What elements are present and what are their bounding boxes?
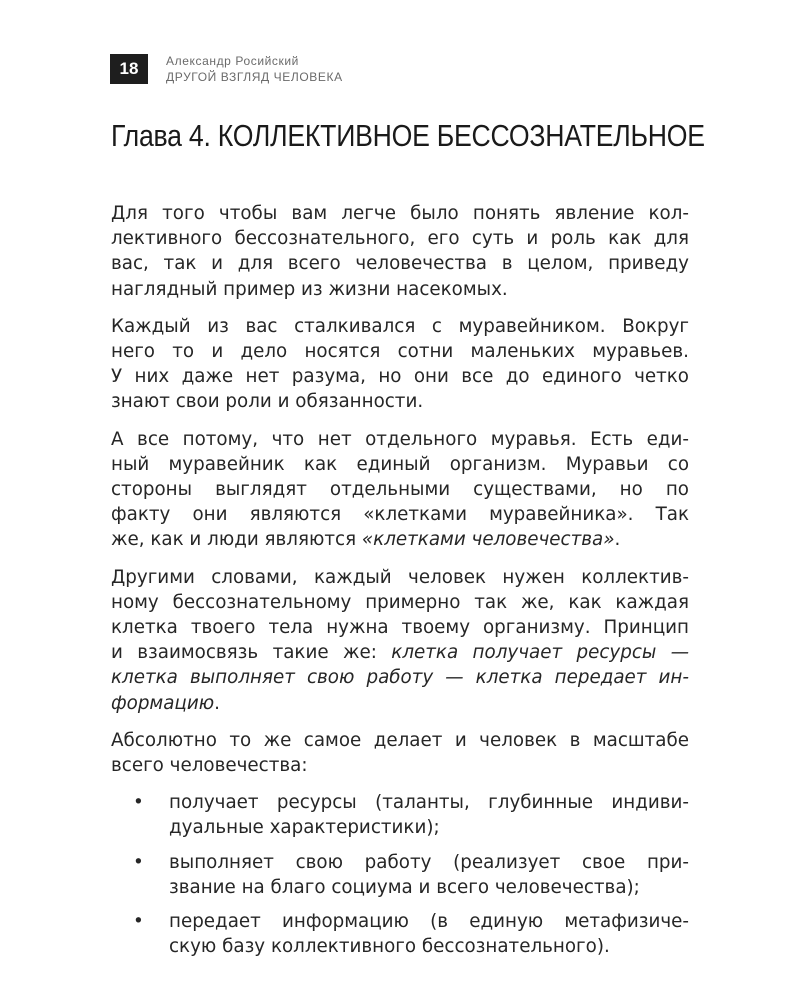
text-line: получает ресурсы (таланты, глубинные индиви- bbox=[169, 792, 689, 814]
bullet-icon: • bbox=[133, 851, 144, 873]
chapter-title: Глава 4. КОЛЛЕКТИВНОЕ БЕССОЗНАТЕЛЬНОЕ bbox=[111, 118, 705, 153]
text-line: факту они являются «клетками муравейника». Так bbox=[111, 504, 689, 526]
bullet-icon: • bbox=[133, 792, 144, 814]
bullet-list bbox=[111, 790, 689, 959]
text-line: звание на благо социума и всего человечества); bbox=[169, 876, 640, 898]
text-fragment: . bbox=[214, 692, 220, 714]
text-line: наглядный пример из жизни насекомых. bbox=[111, 278, 508, 300]
text-line: дуальные характеристики); bbox=[169, 817, 440, 839]
paragraph-2 bbox=[111, 314, 689, 415]
italic-text: формацию bbox=[111, 692, 215, 714]
list-item bbox=[111, 850, 689, 900]
text-line: Другими словами, каждый человек нужен коллектив- bbox=[111, 566, 689, 588]
text-line: скую базу коллективного бессознательного). bbox=[169, 936, 610, 958]
text-line: него то и дело носятся сотни маленьких муравьев. bbox=[111, 341, 689, 363]
list-item bbox=[111, 909, 689, 959]
paragraph-1 bbox=[111, 201, 689, 302]
text-line: А все потому, что нет отдельного муравья. Есть еди- bbox=[111, 428, 689, 450]
text-line: Абсолютно то же самое делает и человек в масштабе bbox=[111, 729, 689, 751]
running-header bbox=[166, 53, 466, 85]
text-line: выполняет свою работу (реализует свое при- bbox=[169, 851, 689, 873]
text-line bbox=[111, 527, 689, 552]
text-fragment: и взаимосвязь такие же: bbox=[111, 642, 392, 664]
paragraph-5 bbox=[111, 728, 689, 778]
italic-text: клетка получает ресурсы — bbox=[391, 642, 689, 664]
text-line: ному бессознательному примерно так же, как каждая bbox=[111, 591, 689, 613]
text-line: У них даже нет разума, но они все до единого четко bbox=[111, 366, 689, 388]
book-title: ДРУГОЙ ВЗГЛЯД ЧЕЛОВЕКА bbox=[166, 70, 343, 84]
text-line bbox=[111, 665, 689, 690]
text-line bbox=[111, 640, 689, 665]
text-fragment: . bbox=[614, 529, 621, 551]
italic-text: клетка выполняет свою работу — клетка передает ин- bbox=[111, 667, 689, 689]
italic-text: «клетками человечества» bbox=[361, 529, 615, 551]
body-text bbox=[111, 201, 689, 968]
text-line bbox=[111, 691, 689, 716]
bullet-icon: • bbox=[133, 911, 144, 933]
text-line: Каждый из вас сталкивался с муравейником. Вокруг bbox=[111, 315, 689, 337]
text-line: всего человечества: bbox=[111, 755, 308, 777]
paragraph-4 bbox=[111, 565, 689, 716]
text-line: стороны выглядят отдельными существами, но по bbox=[111, 479, 689, 501]
text-fragment: же, как и люди являются bbox=[111, 529, 362, 551]
text-line: клетка твоего тела нужна твоему организму. Принцип bbox=[111, 617, 689, 639]
text-line: вас, так и для всего человечества в целом, приведу bbox=[111, 253, 689, 275]
author-name: Александр Росийский bbox=[166, 54, 299, 68]
text-line: лективного бессознательного, его суть и роль как для bbox=[111, 228, 689, 250]
text-line: ный муравейник как единый организм. Муравьи со bbox=[111, 453, 689, 475]
text-line: Для того чтобы вам легче было понять явление кол- bbox=[111, 203, 689, 224]
text-line: знают свои роли и обязанности. bbox=[111, 391, 424, 413]
paragraph-3 bbox=[111, 427, 689, 553]
list-item bbox=[111, 790, 689, 840]
text-line: передает информацию (в единую метафизиче- bbox=[169, 911, 689, 933]
page-number: 18 bbox=[110, 54, 148, 84]
